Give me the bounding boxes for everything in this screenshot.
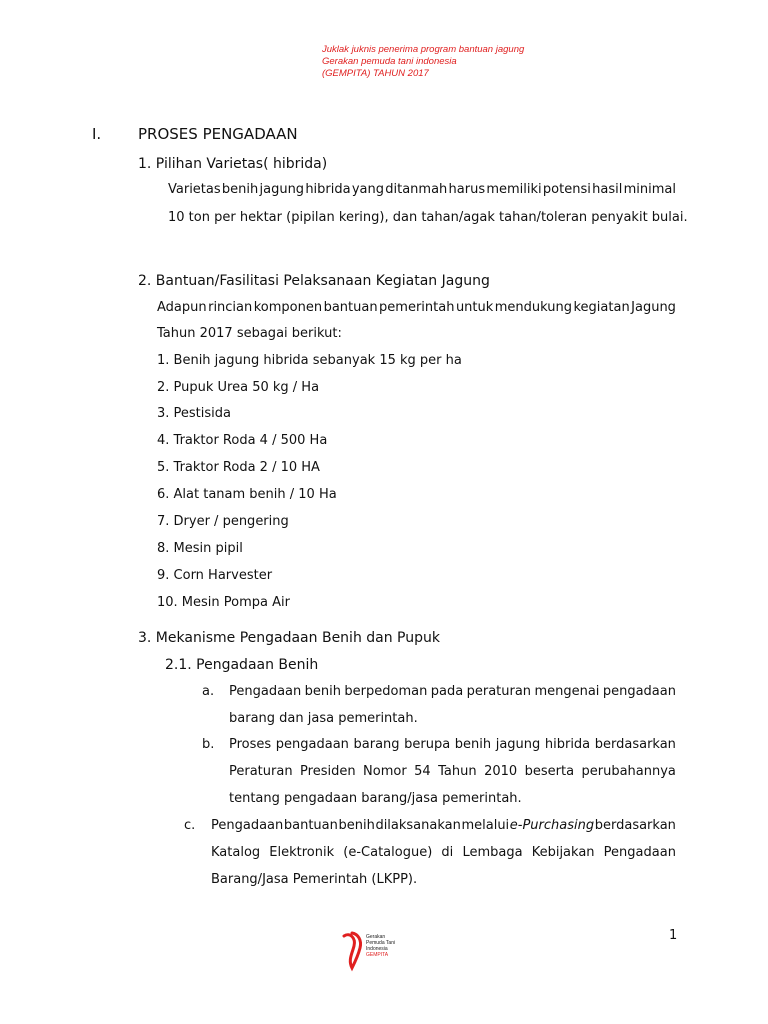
list-item: 9. Corn Harvester (157, 568, 273, 583)
item3-c-line1: Pengadaan bantuan benih dilaksanakan melalui e-Purchasing berdasarkan (211, 818, 676, 833)
header-line-3: (GEMPITA) TAHUN 2017 (322, 68, 429, 79)
list-item: 1. Benih jagung hibrida sebanyak 15 kg per ha (157, 353, 462, 368)
item3-a-line1: Pengadaan benih berpedoman pada peraturan mengenai pengadaan (229, 684, 676, 699)
item1-title: 1. Pilihan Varietas( hibrida) (138, 156, 328, 172)
page-number: 1 (669, 928, 678, 943)
list-item: 7. Dryer / pengering (157, 514, 289, 529)
item2-title: 2. Bantuan/Fasilitasi Pelaksanaan Kegiatan Jagung (138, 273, 490, 289)
list-item: 8. Mesin pipil (157, 541, 243, 556)
item3-a-label: a. (202, 684, 215, 699)
item3-b-line2: Peraturan Presiden Nomor 54 Tahun 2010 beserta perubahannya (229, 764, 676, 779)
header-line-2: Gerakan pemuda tani indonesia (322, 56, 457, 67)
header-line-1: Juklak juknis penerima program bantuan jagung (322, 44, 525, 55)
section-title: PROSES PENGADAAN (138, 125, 298, 143)
gempita-logo (340, 930, 404, 972)
item3-c-label: c. (184, 818, 196, 833)
item1-line2: 10 ton per hektar (pipilan kering), dan tahan/agak tahan/toleran penyakit bulai. (168, 210, 688, 225)
list-item: 3. Pestisida (157, 406, 231, 421)
logo-text: Gerakan Pemuda Tani Indonesia GEMPITA (366, 934, 396, 958)
list-item: 2. Pupuk Urea 50 kg / Ha (157, 380, 320, 395)
item3-title: 3. Mekanisme Pengadaan Benih dan Pupuk (138, 630, 440, 646)
item3-subtitle: 2.1. Pengadaan Benih (165, 657, 319, 673)
item3-b-line1: Proses pengadaan barang berupa benih jagung hibrida berdasarkan (229, 737, 676, 752)
item2-line1: Adapun rincian komponen bantuan pemerintah untuk mendukung kegiatan Jagung (157, 300, 676, 315)
item3-b-line3: tentang pengadaan barang/jasa pemerintah. (229, 791, 522, 806)
list-item: 4. Traktor Roda 4 / 500 Ha (157, 433, 328, 448)
list-item: 5. Traktor Roda 2 / 10 HA (157, 460, 320, 475)
item3-c-line3: Barang/Jasa Pemerintah (LKPP). (211, 872, 418, 887)
item3-b-label: b. (202, 737, 215, 752)
item2-line2: Tahun 2017 sebagai berikut: (157, 326, 342, 341)
item3-a-line2: barang dan jasa pemerintah. (229, 711, 418, 726)
item1-line1: Varietas benih jagung hibrida yang ditanmah harus memiliki potensi hasil minimal (168, 182, 676, 197)
list-item: 10. Mesin Pompa Air (157, 595, 290, 610)
list-item: 6. Alat tanam benih / 10 Ha (157, 487, 337, 502)
section-number: I. (92, 125, 102, 143)
item3-c-line2: Katalog Elektronik (e-Catalogue) di Lembaga Kebijakan Pengadaan (211, 845, 676, 860)
